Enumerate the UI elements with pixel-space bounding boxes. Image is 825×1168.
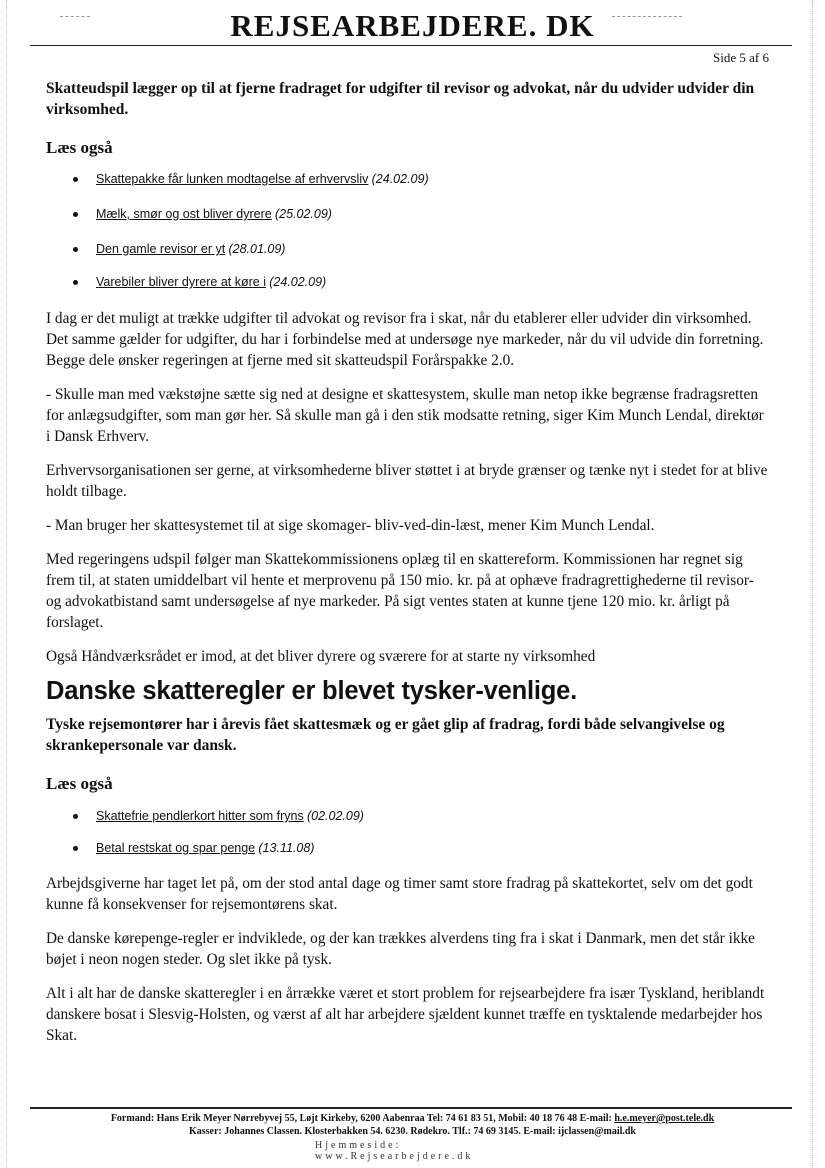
header-rule: [30, 45, 792, 46]
scan-edge-right: [812, 0, 813, 1168]
article1-paragraph: - Skulle man med vækstøjne sætte sig ned at designe et skattesystem, skulle man netop ikke begrænse fradragsretten for anlægsudgifter, som man gør her. Så skulle man gå i den stik modsatte retning, siger Kim Munch Lendal, direktør i Dansk Erhverv.: [46, 386, 764, 445]
footer-rule: [30, 1107, 792, 1109]
link-date: (24.02.09): [269, 275, 327, 289]
list-item: [46, 206, 768, 241]
list-item: [46, 171, 768, 206]
scan-edge-left: [6, 0, 7, 1168]
article1-lead: Skatteudspil lægger op til at fjerne fradraget for udgifter til revisor og advokat, når du udvider udvider din virksomhed.: [46, 80, 755, 118]
related-article-link[interactable]: Mælk, smør og ost bliver dyrere: [96, 207, 272, 221]
bullet-icon: [73, 814, 78, 819]
link-date: (28.01.09): [228, 242, 286, 256]
article1-paragraph: - Man bruger her skattesystemet til at sige skomager- bliv-ved-din-læst, mener Kim Munch Lendal.: [46, 517, 655, 534]
article1-paragraph: I dag er det muligt at trække udgifter til advokat og revisor fra i skat, når du etablerer eller udvider din virksomhed. Det samme gælder for udgifter, du har i forbindelse med at undersøge nye markeder, når du vil udvide din forretning. Begge dele ønsker regeringen at fjerne med sit skatteudspil Forårspakke 2.0.: [46, 310, 764, 369]
page-number: Side 5 af 6: [713, 50, 769, 65]
bullet-icon: [73, 212, 78, 217]
page-footer: [0, 1112, 825, 1138]
bullet-icon: [73, 247, 78, 252]
related-article-link[interactable]: Skattefrie pendlerkort hitter som fryns: [96, 809, 304, 823]
see-also-list: [46, 171, 768, 296]
list-item: [46, 808, 768, 840]
see-also-list: [46, 808, 768, 860]
footer-chairman-line: [0, 1112, 825, 1125]
site-masthead: REJSEARBEJDERE. DK: [230, 8, 595, 43]
see-also-heading: Læs også: [46, 774, 113, 793]
article1-paragraph: Også Håndværksrådet er imod, at det bliver dyrere og sværere for at starte ny virksomhed: [46, 648, 596, 665]
link-date: (25.02.09): [274, 207, 332, 221]
see-also-heading: Læs også: [46, 138, 113, 157]
bullet-icon: [73, 177, 78, 182]
bullet-icon: [73, 846, 78, 851]
related-article-link[interactable]: Den gamle revisor er yt: [96, 242, 226, 256]
list-item: [46, 241, 768, 274]
article2-lead: Tyske rejsemontører har i årevis fået skattesmæk og er gået glip af fradrag, fordi både selvangivelse og skrankepersonale var dansk.: [46, 716, 725, 754]
link-date: (13.11.08): [258, 841, 315, 855]
article2-headline: Danske skatteregler er blevet tysker-venlige.: [46, 677, 578, 705]
chairman-email-link[interactable]: h.e.meyer@post.tele.dk: [614, 1113, 715, 1124]
related-article-link[interactable]: Skattepakke får lunken modtagelse af erhvervsliv: [96, 172, 369, 186]
bullet-icon: [73, 280, 78, 285]
article2-paragraph: Arbejdsgiverne har taget let på, om der stod antal dage og timer samt store fradrag på skattekortet, selv om det godt kunne få konsekvenser for rejsemontørens skat.: [46, 875, 753, 913]
link-date: (24.02.09): [371, 172, 429, 186]
footer-website-cut: Hjemmeside: www.Rejsearbejdere.dk: [315, 1140, 474, 1162]
footer-treasurer-line: Kasser: Johannes Classen. Klosterbakken 54. 6230. Rødekro. Tlf.: 74 69 3145. E-mail: ijclassen@mail.dk: [188, 1126, 636, 1137]
article2-paragraph: De danske kørepenge-regler er indviklede, og der kan trækkes alverdens ting fra i skat i Danmark, men det står ikke bøjet i neon nogen steder. Og slet ikke på tysk.: [46, 930, 755, 968]
article1-paragraph: Erhvervsorganisationen ser gerne, at virksomhederne bliver støttet i at bryde grænser og tænke nyt i stedet for at blive holdt tilbage.: [46, 462, 768, 500]
article1-paragraph: Med regeringens udspil følger man Skattekommissionens oplæg til en skattereform. Kommissionen har regnet sig frem til, at staten umiddelbart vil hente et merprovenu på 150 mio. kr. på at ophæve fradragrettighederne til revisor- og advokatbistand samt undersøgelse af nye markeder. På sigt ventes staten at kunne tjene 120 mio. kr. årligt på forslaget.: [46, 551, 754, 631]
related-article-link[interactable]: Varebiler bliver dyrere at køre i: [96, 275, 266, 289]
list-item: [46, 840, 768, 860]
link-date: (02.02.09): [306, 809, 364, 823]
related-article-link[interactable]: Betal restskat og spar penge: [96, 841, 256, 855]
list-item: [46, 274, 768, 296]
article2-paragraph: Alt i alt har de danske skatteregler i en årrække været et stort problem for rejsearbejdere fra især Tyskland, heriblandt danskere bosat i Slesvig-Holsten, og værst af alt har arbejdere sjældent kunnet træffe en tysktalende medarbejder hos Skat.: [46, 985, 765, 1044]
footer-chairman-text: Formand: Hans Erik Meyer Nørrebyvej 55, Løjt Kirkeby, 6200 Aabenraa Tel: 74 61 83 51, Mobil: 40 18 76 48 E-mail:: [110, 1113, 615, 1124]
page-content: [46, 78, 768, 1046]
